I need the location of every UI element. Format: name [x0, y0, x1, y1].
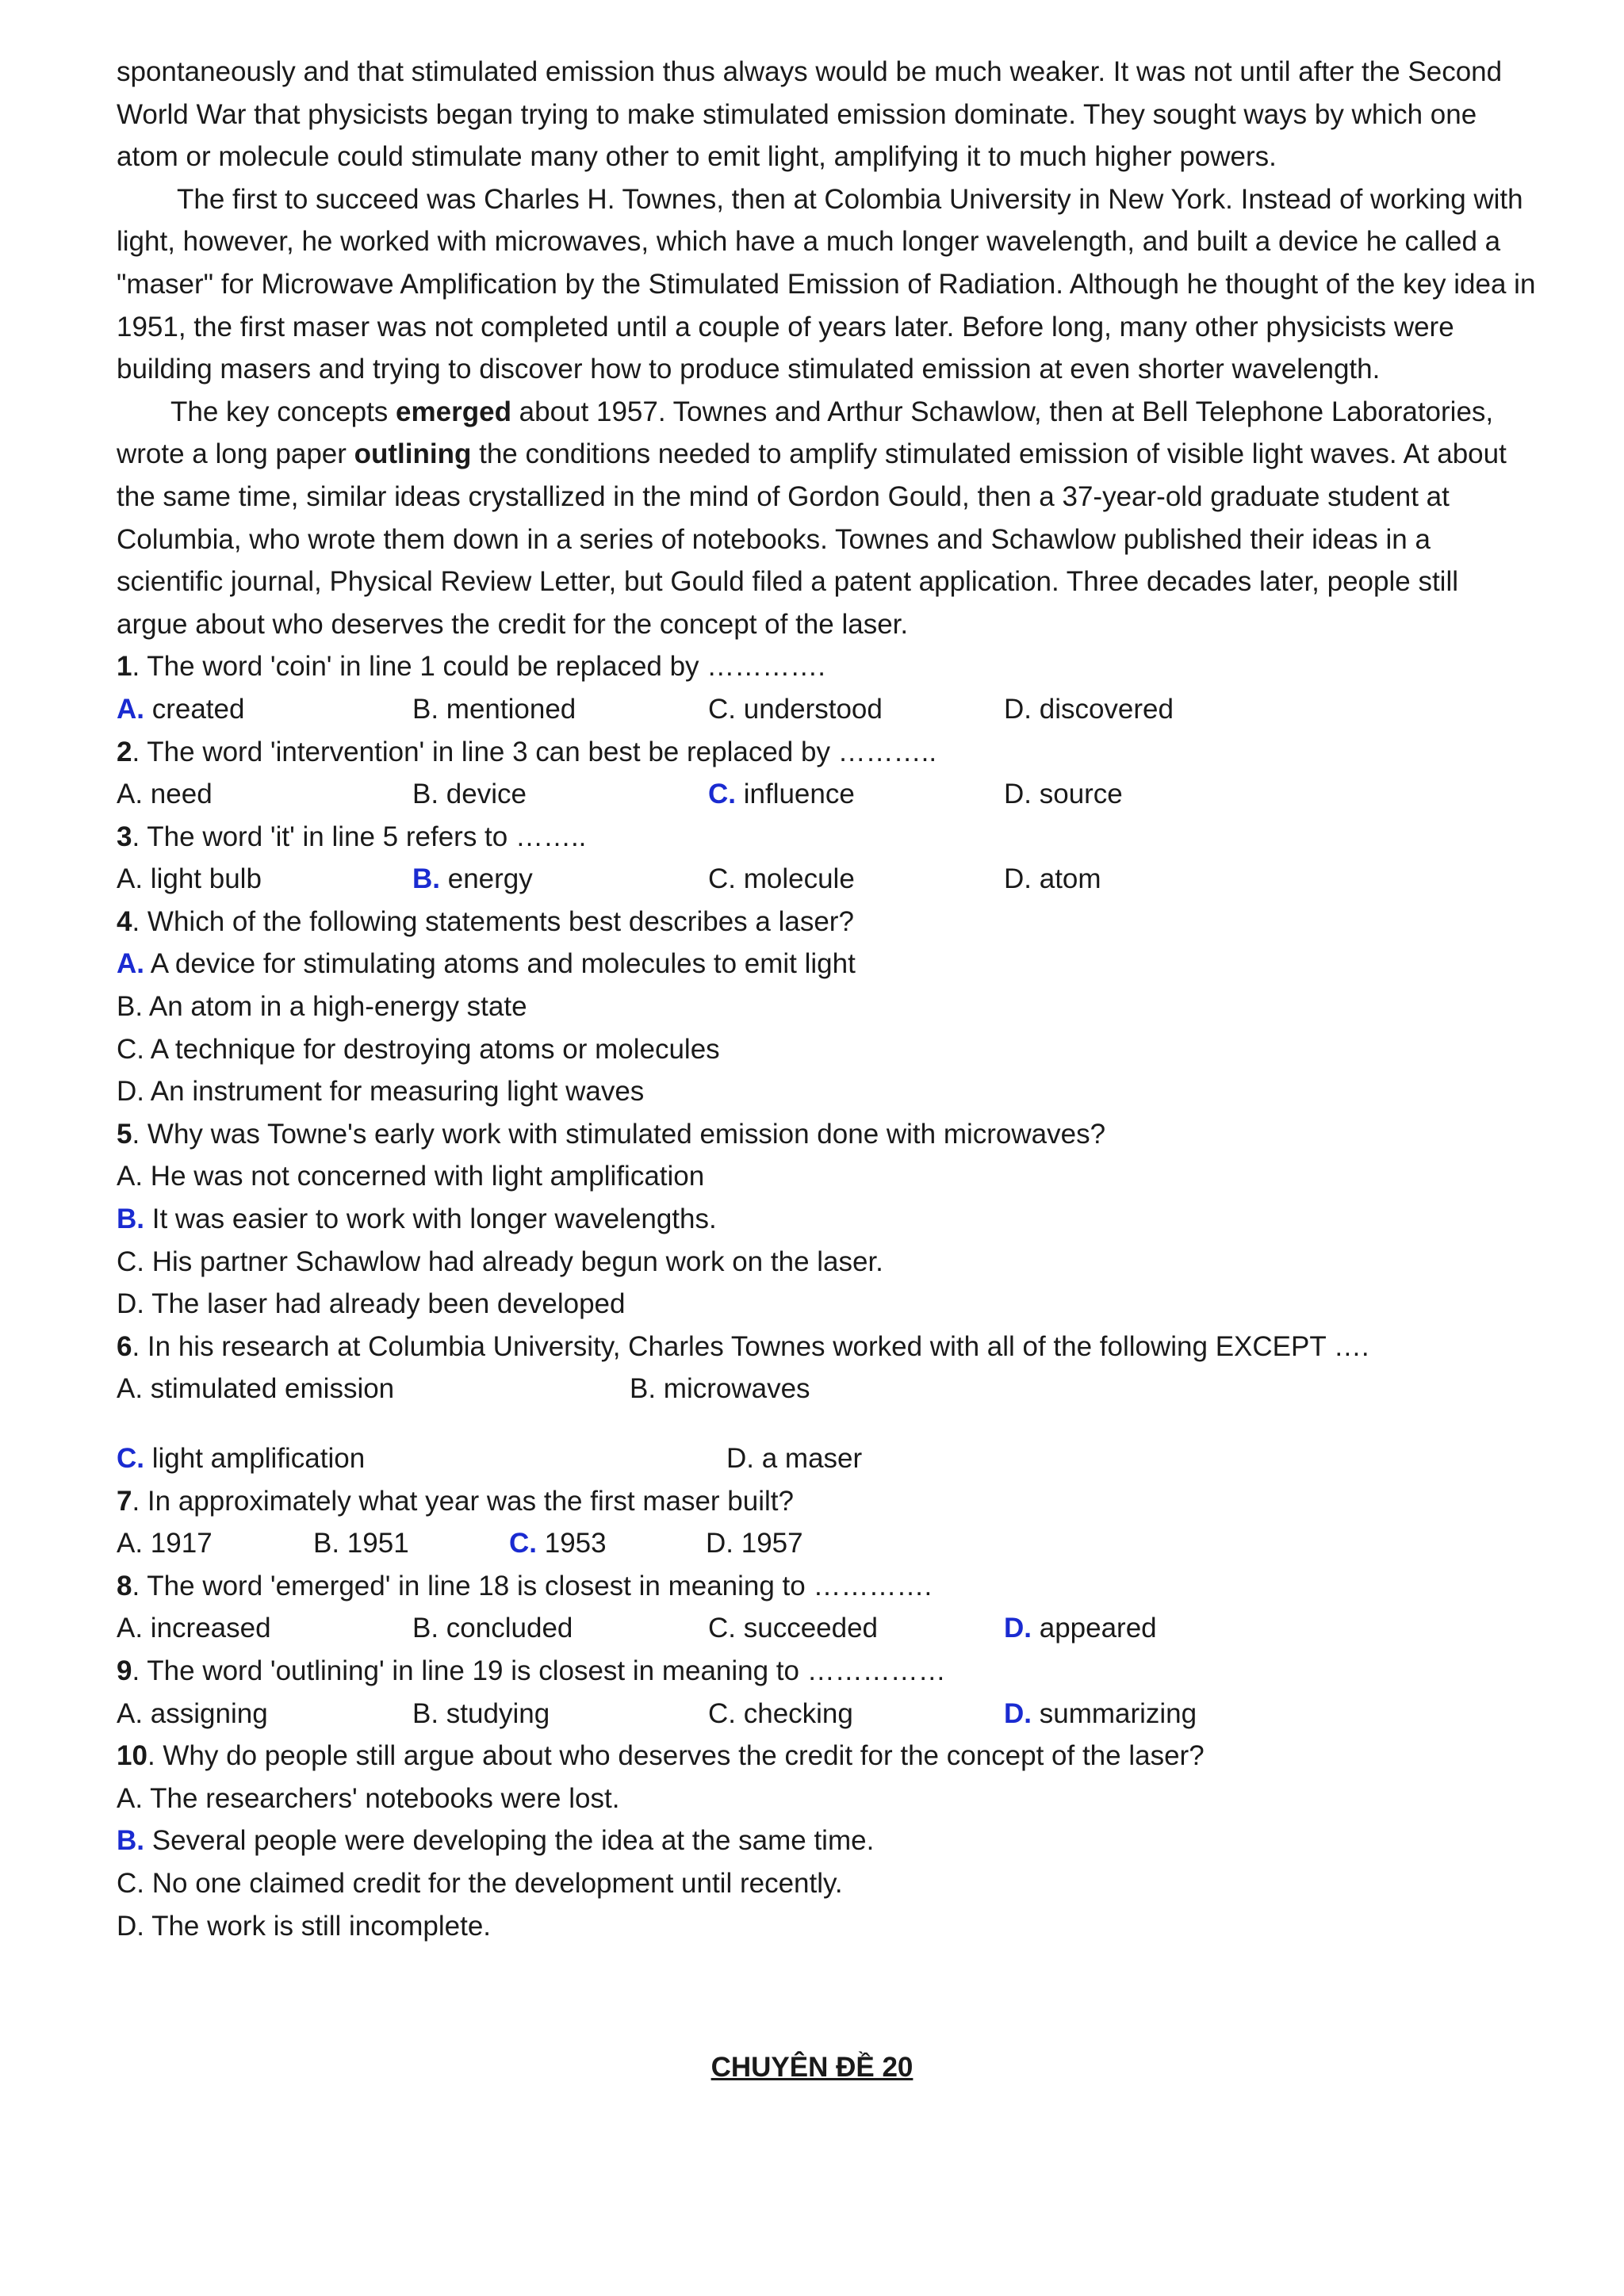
question-1 — [117, 645, 1536, 688]
question-number: 4 — [117, 905, 132, 937]
question-number: 5 — [117, 1118, 132, 1150]
option-text: source — [1032, 779, 1123, 810]
option-text: energy — [440, 863, 533, 895]
option-d — [1004, 688, 1300, 731]
option-letter: A. — [117, 1697, 144, 1729]
question-number: 1 — [117, 651, 132, 683]
question-number: 10 — [117, 1740, 147, 1772]
option-text: a maser — [754, 1443, 863, 1474]
option-a — [117, 1155, 1536, 1198]
option-c — [708, 1693, 1004, 1735]
option-c — [117, 1028, 1536, 1071]
option-text: molecule — [736, 863, 855, 895]
bold-word-emerged: emerged — [396, 396, 511, 427]
option-a — [117, 1777, 1536, 1820]
option-a — [117, 943, 1536, 985]
option-letter: A. — [117, 779, 144, 810]
option-text: The researchers' notebooks were lost. — [143, 1782, 620, 1814]
option-text: It was easier to work with longer wavelengths. — [144, 1203, 717, 1235]
option-letter: C. — [117, 1867, 144, 1899]
option-letter: D. — [117, 1076, 144, 1108]
answer-key-letter: C. — [708, 779, 736, 810]
options-row — [117, 1693, 1536, 1735]
option-text: 1957 — [733, 1528, 803, 1559]
option-d — [1004, 1607, 1300, 1650]
option-a — [117, 1693, 412, 1735]
question-2 — [117, 731, 1536, 774]
option-text: assigning — [143, 1697, 268, 1729]
option-text: need — [143, 779, 213, 810]
options-row — [117, 858, 1536, 901]
option-letter: A. — [117, 1782, 144, 1814]
option-text: microwaves — [656, 1373, 810, 1405]
option-letter: A. — [117, 863, 144, 895]
option-text: succeeded — [736, 1613, 879, 1644]
options-row — [117, 688, 1536, 731]
option-a — [117, 773, 412, 816]
option-b — [412, 773, 708, 816]
passage-text: the conditions needed to amplify stimulated emission of visible light waves. At about the same time, similar ideas crystallized in the mind of Gordon Gould, then a 37-year-old graduate student at Columbia, who wrote them down in a series of notebooks. Townes and Schawlow published their ideas in a scientific journal, Physical Review Letter, but Gould filed a patent application. Three decades later, people still argue about who deserves the credit for the concept of the laser. — [117, 438, 1507, 640]
spacer — [117, 1410, 1536, 1437]
question-5 — [117, 1113, 1536, 1156]
option-a — [117, 1607, 412, 1650]
option-text: summarizing — [1032, 1697, 1197, 1729]
option-c — [509, 1522, 706, 1565]
answer-key-letter: B. — [117, 1825, 144, 1857]
option-c — [117, 1241, 1536, 1284]
option-b — [412, 688, 708, 731]
option-b — [630, 1368, 810, 1410]
option-d — [117, 1905, 1536, 1948]
option-text: created — [144, 693, 245, 725]
option-text: light amplification — [144, 1443, 366, 1474]
question-3 — [117, 816, 1536, 859]
option-b — [117, 985, 1536, 1028]
question-number: 9 — [117, 1655, 132, 1686]
option-letter: C. — [708, 1613, 736, 1644]
option-text: 1917 — [143, 1528, 213, 1559]
option-letter: A. — [117, 1373, 144, 1405]
option-text: His partner Schawlow had already begun work on the laser. — [144, 1246, 883, 1277]
option-text: 1953 — [537, 1528, 607, 1559]
question-text: . The word 'emerged' in line 18 is closest in meaning to …………. — [132, 1570, 933, 1601]
answer-key-letter: D. — [1004, 1613, 1032, 1644]
option-text: appeared — [1032, 1613, 1157, 1644]
option-text: A technique for destroying atoms or molecules — [144, 1033, 720, 1065]
option-b — [117, 1820, 1536, 1862]
option-text: atom — [1032, 863, 1101, 895]
question-text: . The word 'it' in line 5 refers to …….. — [132, 821, 587, 852]
question-10 — [117, 1735, 1536, 1777]
option-c — [708, 773, 1004, 816]
option-c — [117, 1862, 1536, 1905]
answer-key-letter: B. — [117, 1203, 144, 1235]
answer-key-letter: A. — [117, 693, 144, 725]
option-a — [117, 688, 412, 731]
option-text: stimulated emission — [143, 1373, 395, 1405]
option-text: An atom in a high-energy state — [143, 991, 527, 1023]
question-text: . In his research at Columbia University, Charles Townes worked with all of the following EXCEPT …. — [132, 1330, 1369, 1362]
option-text: No one claimed credit for the development until recently. — [144, 1867, 843, 1899]
option-d — [706, 1522, 803, 1565]
option-text: 1951 — [339, 1528, 409, 1559]
option-text: understood — [736, 693, 883, 725]
passage-paragraph-1: spontaneously and that stimulated emission thus always would be much weaker. It was not until after the Second World War that physicists began trying to make stimulated emission dominate. They sought ways by which one atom or molecule could stimulate many other to emit light, amplifying it to much higher powers. — [117, 56, 1503, 173]
question-6 — [117, 1326, 1536, 1368]
option-b — [412, 1607, 708, 1650]
option-letter: D. — [1004, 779, 1032, 810]
option-d — [1004, 858, 1300, 901]
option-letter: B. — [412, 1613, 439, 1644]
option-text: mentioned — [439, 693, 576, 725]
option-text: studying — [439, 1697, 550, 1729]
option-letter: D. — [117, 1288, 144, 1320]
question-text: . The word 'outlining' in line 19 is closest in meaning to …………… — [132, 1655, 946, 1686]
option-text: concluded — [439, 1613, 573, 1644]
option-d — [1004, 1693, 1300, 1735]
option-a — [117, 1368, 630, 1410]
question-text: . In approximately what year was the first maser built? — [132, 1485, 794, 1517]
option-text: An instrument for measuring light waves — [144, 1076, 645, 1108]
options-row — [117, 1368, 1536, 1410]
passage-paragraph-3 — [117, 391, 1536, 646]
question-text: . Why do people still argue about who deserves the credit for the concept of the laser? — [147, 1740, 1205, 1772]
question-text: . The word 'coin' in line 1 could be replaced by …………. — [132, 651, 826, 683]
question-number: 2 — [117, 736, 132, 767]
options-row — [117, 1437, 1536, 1480]
question-8 — [117, 1565, 1536, 1608]
answer-key-letter: D. — [1004, 1697, 1032, 1729]
option-text: light bulb — [143, 863, 262, 895]
option-text: A device for stimulating atoms and molecules to emit light — [144, 948, 856, 980]
option-a — [117, 858, 412, 901]
options-row — [117, 1607, 1536, 1650]
question-9 — [117, 1650, 1536, 1693]
question-number: 6 — [117, 1330, 132, 1362]
option-letter: D. — [1004, 693, 1032, 725]
answer-key-letter: B. — [412, 863, 440, 895]
question-number: 8 — [117, 1570, 132, 1601]
option-text: influence — [736, 779, 855, 810]
option-letter: D. — [706, 1528, 733, 1559]
option-letter: A. — [117, 1528, 144, 1559]
option-d — [726, 1437, 862, 1480]
option-letter: B. — [117, 991, 144, 1023]
option-letter: B. — [313, 1528, 340, 1559]
option-d — [1004, 773, 1300, 816]
options-row — [117, 773, 1536, 816]
option-c — [708, 688, 1004, 731]
answer-key-letter: C. — [117, 1443, 144, 1474]
option-letter: D. — [1004, 863, 1032, 895]
option-letter: B. — [630, 1373, 657, 1405]
question-4 — [117, 901, 1536, 943]
option-letter: C. — [708, 693, 736, 725]
question-text: . Why was Towne's early work with stimulated emission done with microwaves? — [132, 1118, 1106, 1150]
option-letter: C. — [117, 1033, 144, 1065]
question-text: . The word 'intervention' in line 3 can best be replaced by ……….. — [132, 736, 937, 767]
option-text: He was not concerned with light amplification — [143, 1161, 705, 1192]
option-c — [117, 1437, 726, 1480]
option-text: increased — [143, 1613, 271, 1644]
answer-key-letter: A. — [117, 948, 144, 980]
option-letter: B. — [412, 693, 439, 725]
option-d — [117, 1070, 1536, 1113]
question-number: 7 — [117, 1485, 132, 1517]
options-row — [117, 1522, 1536, 1565]
section-title: CHUYÊN ĐỀ 20 — [710, 2052, 914, 2083]
option-c — [708, 858, 1004, 901]
option-letter: A. — [117, 1161, 144, 1192]
option-letter: D. — [117, 1910, 144, 1942]
option-b — [313, 1522, 509, 1565]
option-text: checking — [736, 1697, 853, 1729]
option-text: discovered — [1032, 693, 1174, 725]
document-body — [117, 51, 1536, 1947]
option-letter: C. — [117, 1246, 144, 1277]
passage-text: The key concepts — [170, 396, 396, 427]
option-letter: C. — [708, 1697, 736, 1729]
option-text: device — [439, 779, 527, 810]
passage-paragraph-2: The first to succeed was Charles H. Townes, then at Colombia University in New York. Instead of working with light, however, he worked with microwaves, which have a much longer wavelength, and built a device he called a "maser" for Microwave Amplification by the Stimulated Emission of Radiation. Although he thought of the key idea in 1951, the first maser was not completed until a couple of years later. Before long, many other physicists were building masers and trying to discover how to produce stimulated emission at even shorter wavelength. — [117, 183, 1536, 385]
option-a — [117, 1522, 313, 1565]
option-letter: D. — [726, 1443, 754, 1474]
question-number: 3 — [117, 821, 132, 852]
option-b — [412, 1693, 708, 1735]
option-b — [117, 1198, 1536, 1241]
option-text: Several people were developing the idea at the same time. — [144, 1825, 875, 1857]
option-text: The work is still incomplete. — [144, 1910, 492, 1942]
bold-word-outlining: outlining — [354, 438, 472, 470]
question-text: . Which of the following statements best describes a laser? — [132, 905, 854, 937]
option-b — [412, 858, 708, 901]
option-letter: A. — [117, 1613, 144, 1644]
option-letter: B. — [412, 779, 439, 810]
option-letter: B. — [412, 1697, 439, 1729]
option-d — [117, 1283, 1536, 1326]
option-c — [708, 1607, 1004, 1650]
option-text: The laser had already been developed — [144, 1288, 626, 1320]
answer-key-letter: C. — [509, 1528, 537, 1559]
passage-text: about 1957. Townes and Arthur Schawlow, then at Bell Telephone Laboratories, wrote a long paper — [117, 396, 1494, 470]
option-letter: C. — [708, 863, 736, 895]
question-7 — [117, 1480, 1536, 1523]
